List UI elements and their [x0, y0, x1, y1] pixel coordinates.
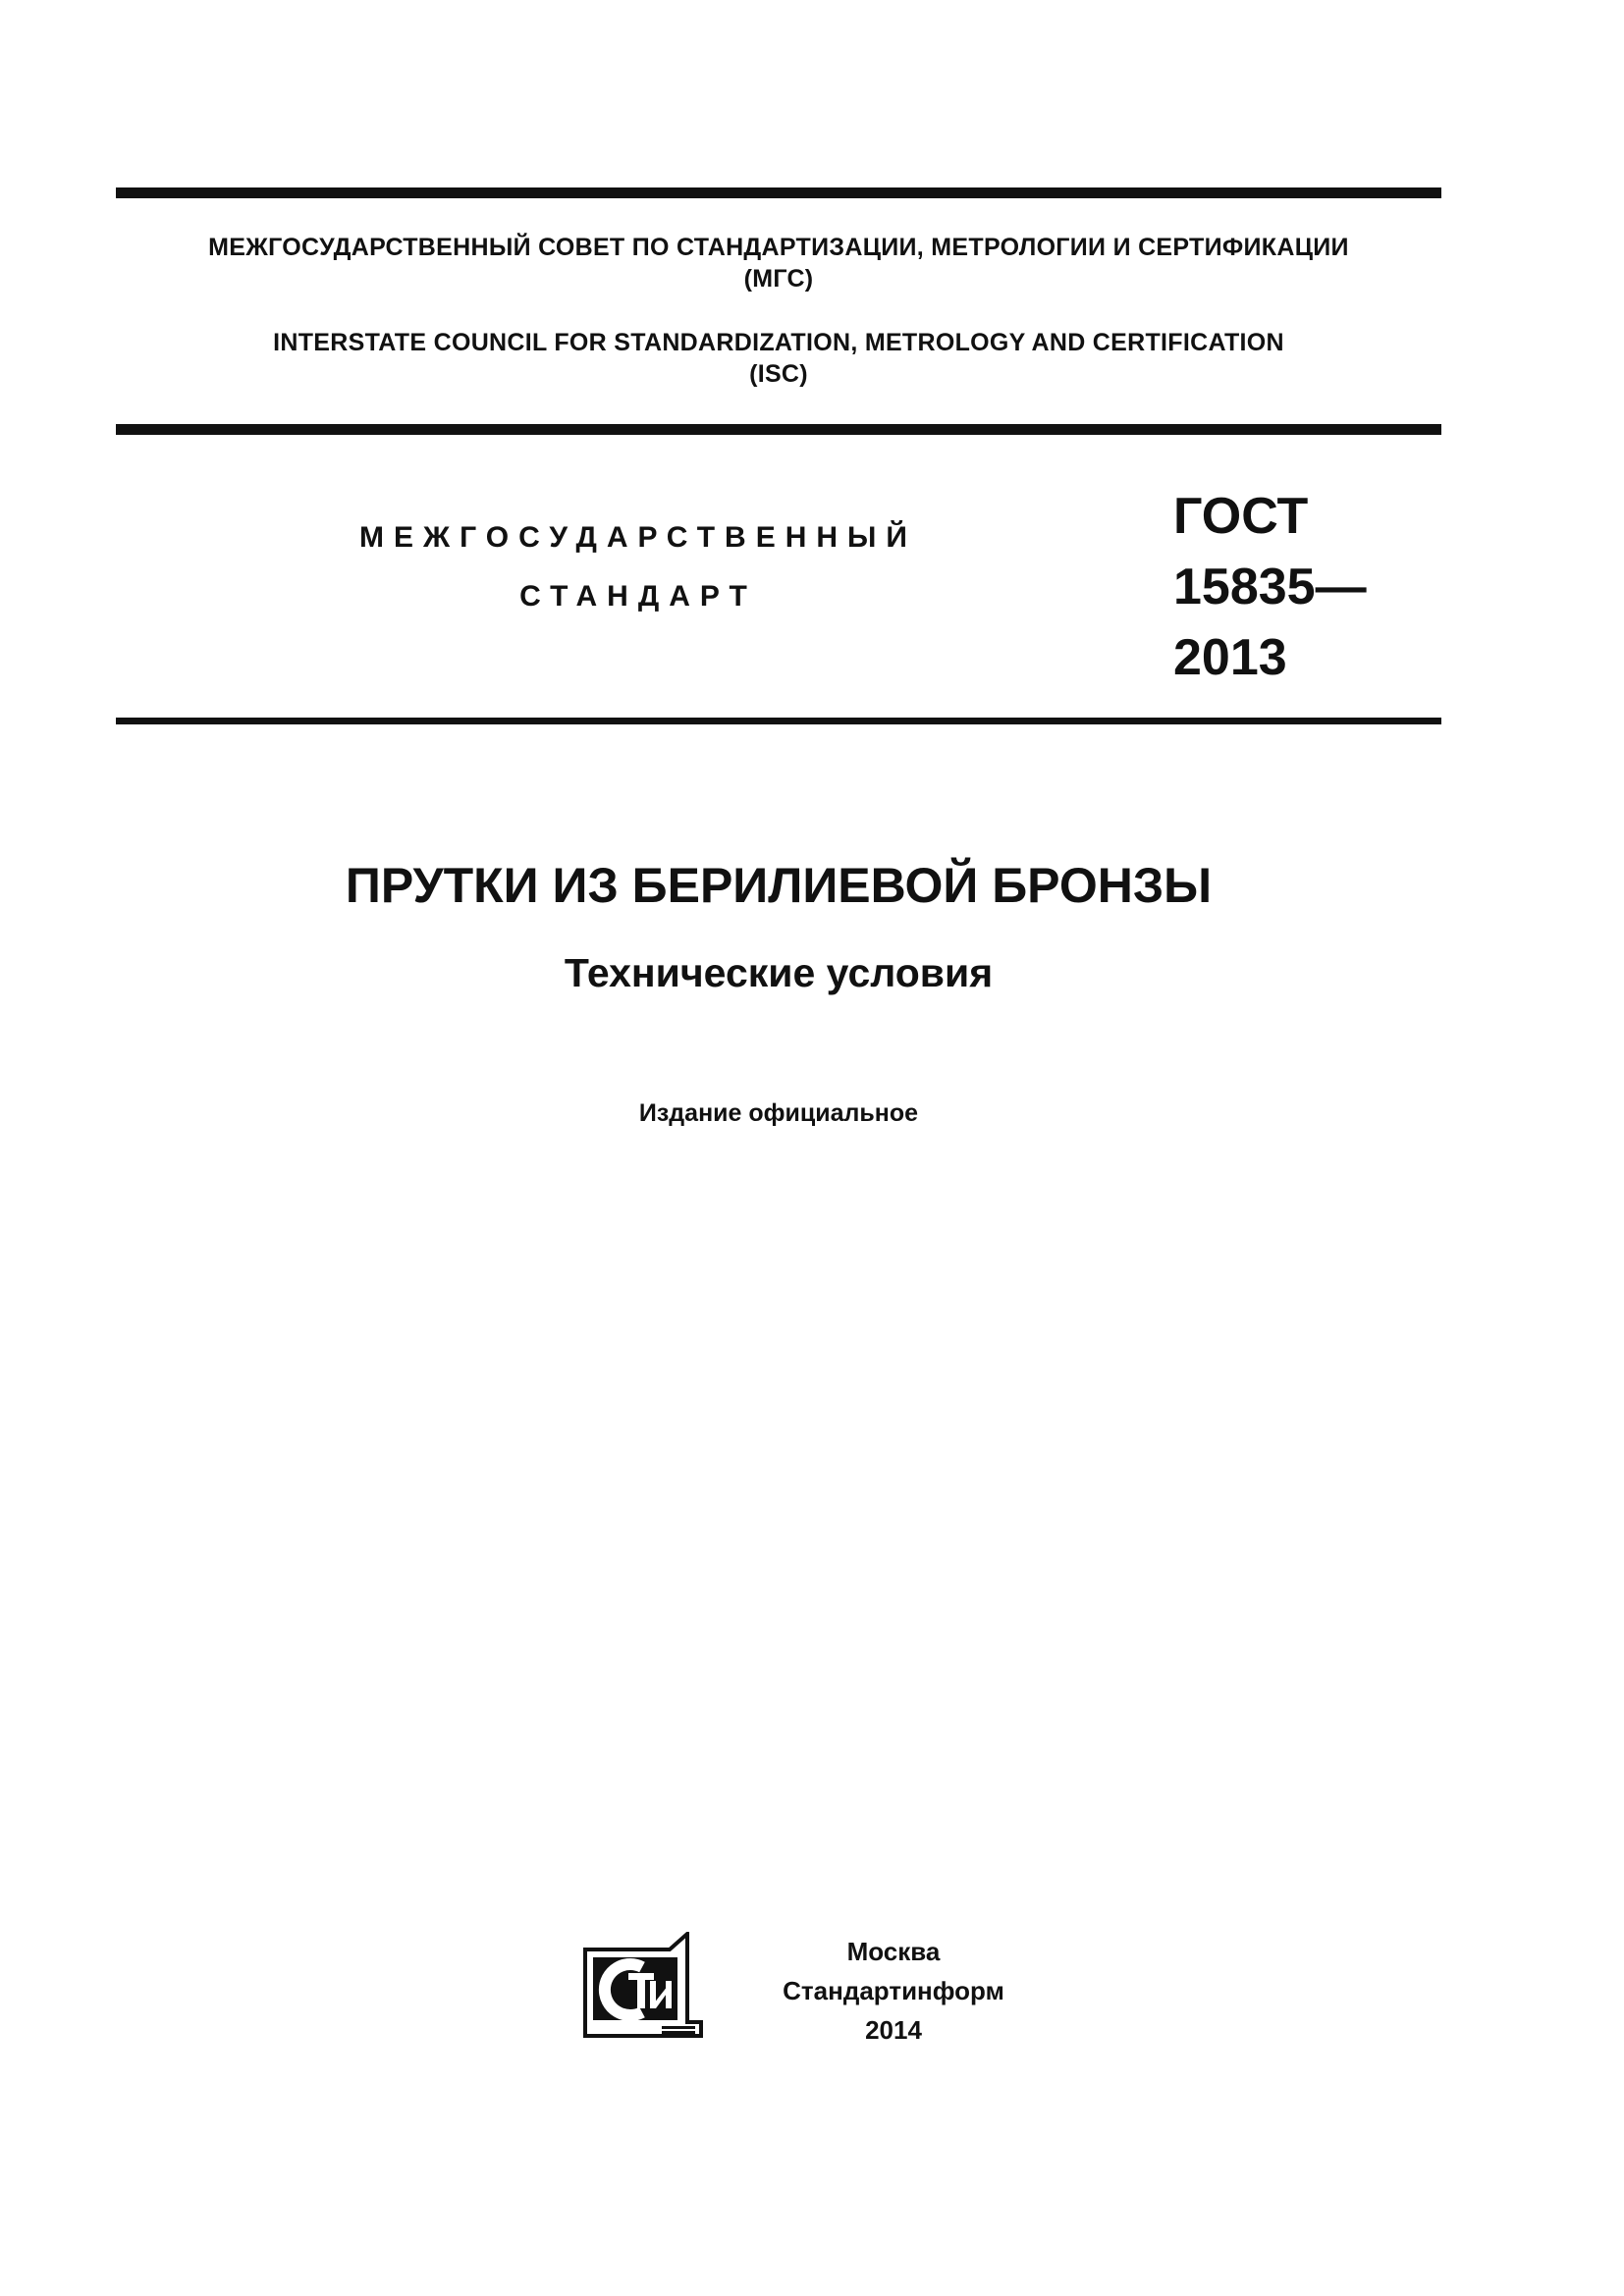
standard-type-line2: СТАНДАРТ [519, 580, 757, 613]
gost-number: 15835— [1173, 559, 1367, 615]
council-russian-abbr: (МГС) [743, 265, 814, 293]
document-title: ПРУТКИ ИЗ БЕРИЛИЕВОЙ БРОНЗЫ [345, 858, 1213, 913]
standard-type-line1: МЕЖГОСУДАРСТВЕННЫЙ [359, 521, 917, 554]
publisher-block [727, 1932, 1060, 2050]
header-bottom-divider [116, 718, 1441, 724]
council-russian [116, 232, 1441, 294]
publisher-year: 2014 [865, 2015, 922, 2045]
council-english-abbr: (ISC) [749, 360, 808, 388]
gost-year: 2013 [1173, 629, 1287, 686]
middle-divider [116, 424, 1441, 435]
council-russian-name: МЕЖГОСУДАРСТВЕННЫЙ СОВЕТ ПО СТАНДАРТИЗАЦИИ, МЕТРОЛОГИИ И СЕРТИФИКАЦИИ [208, 234, 1349, 261]
publisher-city: Москва [846, 1937, 941, 1966]
publisher-name: Стандартинформ [783, 1976, 1004, 2005]
document-subtitle: Технические условия [564, 950, 994, 995]
top-divider [116, 187, 1441, 198]
standartinform-logo-icon [579, 1932, 707, 2042]
gost-code: ГОСТ [1173, 488, 1309, 545]
gost-designation [1173, 481, 1367, 693]
council-english [116, 327, 1441, 390]
council-english-name: INTERSTATE COUNCIL FOR STANDARDIZATION, METROLOGY AND CERTIFICATION [273, 329, 1284, 356]
edition-label: Издание официальное [638, 1099, 919, 1127]
